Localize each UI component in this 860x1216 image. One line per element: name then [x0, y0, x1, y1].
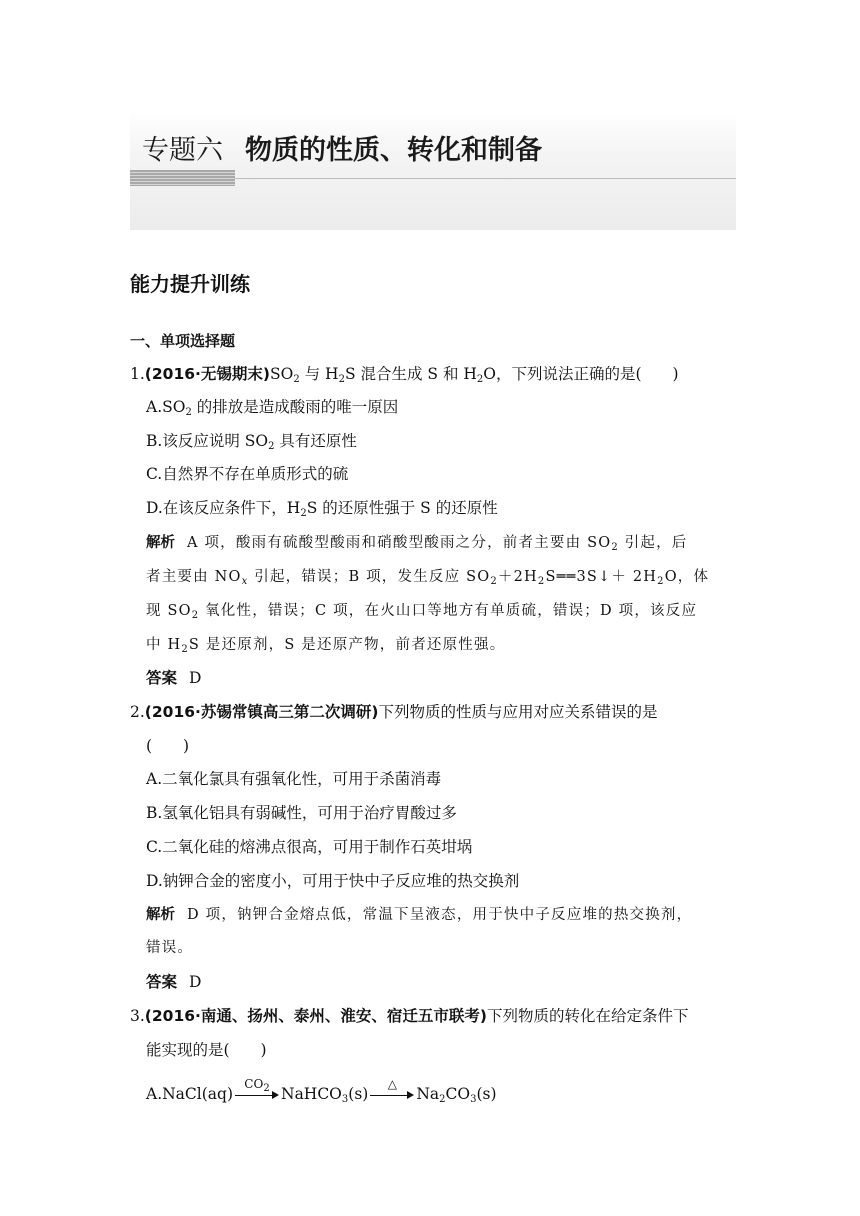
subscript: 2 [181, 644, 189, 655]
q2-paren: ( ) [146, 737, 190, 755]
text: 下列物质的性质与应用对应关系错误的是 [378, 703, 658, 721]
arrow-head [407, 1091, 414, 1099]
text: S 的还原性强于 S 的还原性 [306, 499, 498, 517]
text: 引起，错误；B 项，发生反应 SO [248, 569, 491, 585]
answer-label: 答案 [146, 669, 178, 687]
q3-source: (2016·南通、扬州、泰州、淮安、宿迁五市联考) [144, 1007, 487, 1025]
subscript: 3 [341, 1094, 349, 1105]
chapter-number: 专题六 [142, 135, 223, 166]
text: ＋2H [497, 569, 538, 585]
reaction-arrow [370, 1077, 414, 1102]
text: CO [445, 1085, 471, 1103]
text: A 项，酸雨有硫酸型酸雨和硝酸型酸雨之分，前者主要由 SO [187, 535, 612, 551]
q2-analysis-line-2: 错误。 [146, 940, 194, 956]
subscript: 2 [338, 374, 345, 385]
text: 的排放是造成酸雨的唯一原因 [191, 398, 399, 416]
q1-stem-part: 与 H [299, 365, 339, 383]
text: Na [416, 1085, 440, 1103]
text: B.该反应说明 SO [146, 432, 269, 450]
subscript: x [241, 576, 249, 587]
q1-option-c: C.自然界不存在单质形式的硫 [146, 465, 349, 483]
q1-analysis-line-4 [146, 635, 505, 655]
banner-divider [235, 178, 736, 179]
subscript: 2 [611, 542, 619, 553]
text: A.SO [146, 398, 186, 416]
arrow-shaft [235, 1095, 273, 1096]
arrow-condition: △ [387, 1077, 397, 1091]
text: CO [244, 1077, 264, 1091]
text: D 项，钠钾合金熔点低，常温下呈液态，用于快中子反应堆的热交换剂， [187, 907, 693, 923]
text: NaHCO [281, 1085, 342, 1103]
q1-analysis-line-1 [146, 533, 687, 553]
answer-value: D [189, 973, 202, 991]
q1-analysis-line-3 [146, 601, 697, 621]
subscript: 2 [439, 1094, 446, 1105]
q1-answer [146, 668, 201, 688]
q1-option-d [146, 498, 498, 518]
subscript: 2 [293, 374, 300, 385]
text: D.在该反应条件下，H [146, 499, 301, 517]
q1-stem-part: O，下列说法正确的是( ) [483, 365, 679, 383]
text: 氧化性，错误；C 项，在火山口等地方有单质硫，错误；D 项，该反应 [199, 603, 698, 619]
banner-accent-bar [130, 170, 235, 186]
analysis-label: 解析 [146, 535, 175, 551]
q2-source: (2016·苏锡常镇高三第二次调研) [144, 703, 379, 721]
q2-number: 2. [130, 703, 145, 721]
text: 者主要由 NO [146, 569, 242, 585]
q2-option-a: A.二氧化氯具有强氧化性，可用于杀菌消毒 [146, 770, 442, 788]
q1-stem [130, 364, 679, 384]
q1-option-b [146, 431, 357, 451]
text: 具有还原性 [274, 432, 357, 450]
text: (s) [348, 1085, 369, 1103]
text: 中 H [146, 637, 182, 653]
q1-option-a [146, 397, 398, 417]
q3-stem-2: 能实现的是( ) [146, 1041, 267, 1059]
reaction-arrow [235, 1077, 279, 1102]
text: (s) [476, 1085, 497, 1103]
q1-stem-part: SO [270, 365, 294, 383]
q1-number: 1. [130, 365, 145, 383]
arrow-shaft [370, 1095, 408, 1096]
text: S 是还原剂，S 是还原产物，前者还原性强。 [188, 637, 506, 653]
answer-label: 答案 [146, 973, 178, 991]
text: 引起，后 [618, 535, 688, 551]
text: A.NaCl(aq) [146, 1085, 233, 1103]
arrow-head [272, 1091, 279, 1099]
subscript: 2 [657, 576, 665, 587]
subscript: 2 [300, 508, 307, 519]
answer-value: D [189, 669, 202, 687]
q3-option-a [146, 1077, 497, 1105]
subscript: 3 [470, 1094, 477, 1105]
q2-answer [146, 972, 201, 992]
q2-option-b: B.氢氧化铝具有弱碱性，可用于治疗胃酸过多 [146, 804, 457, 822]
q2-option-d: D.钠钾合金的密度小，可用于快中子反应堆的热交换剂 [146, 872, 520, 890]
q3-stem [130, 1006, 689, 1026]
text: 现 SO [146, 603, 192, 619]
q3-number: 3. [130, 1007, 145, 1025]
subscript: 2 [191, 610, 200, 621]
q2-option-c: C.二氧化硅的熔沸点很高，可用于制作石英坩埚 [146, 838, 473, 856]
subscript: 2 [263, 1083, 270, 1094]
text: 下列物质的转化在给定条件下 [487, 1007, 689, 1025]
subscript: 2 [185, 407, 192, 418]
subscript: 2 [476, 374, 484, 385]
section-title: 能力提升训练 [130, 272, 250, 296]
analysis-label: 解析 [146, 907, 175, 923]
subscript: 2 [537, 576, 546, 587]
subscript: 2 [490, 576, 498, 587]
q2-stem [130, 702, 658, 722]
q1-stem-part: S 混合生成 S 和 H [344, 365, 477, 383]
q2-analysis-line-1 [146, 905, 692, 925]
subsection-title: 一、单项选择题 [130, 332, 236, 350]
text: O，体 [664, 569, 710, 585]
text: S══3S↓＋ 2H [545, 569, 658, 585]
subscript: 2 [268, 441, 275, 452]
q1-source: (2016·无锡期末) [144, 365, 270, 383]
chapter-name: 物质的性质、转化和制备 [245, 135, 542, 166]
q1-analysis-line-2 [146, 567, 709, 587]
chapter-title [142, 128, 542, 167]
